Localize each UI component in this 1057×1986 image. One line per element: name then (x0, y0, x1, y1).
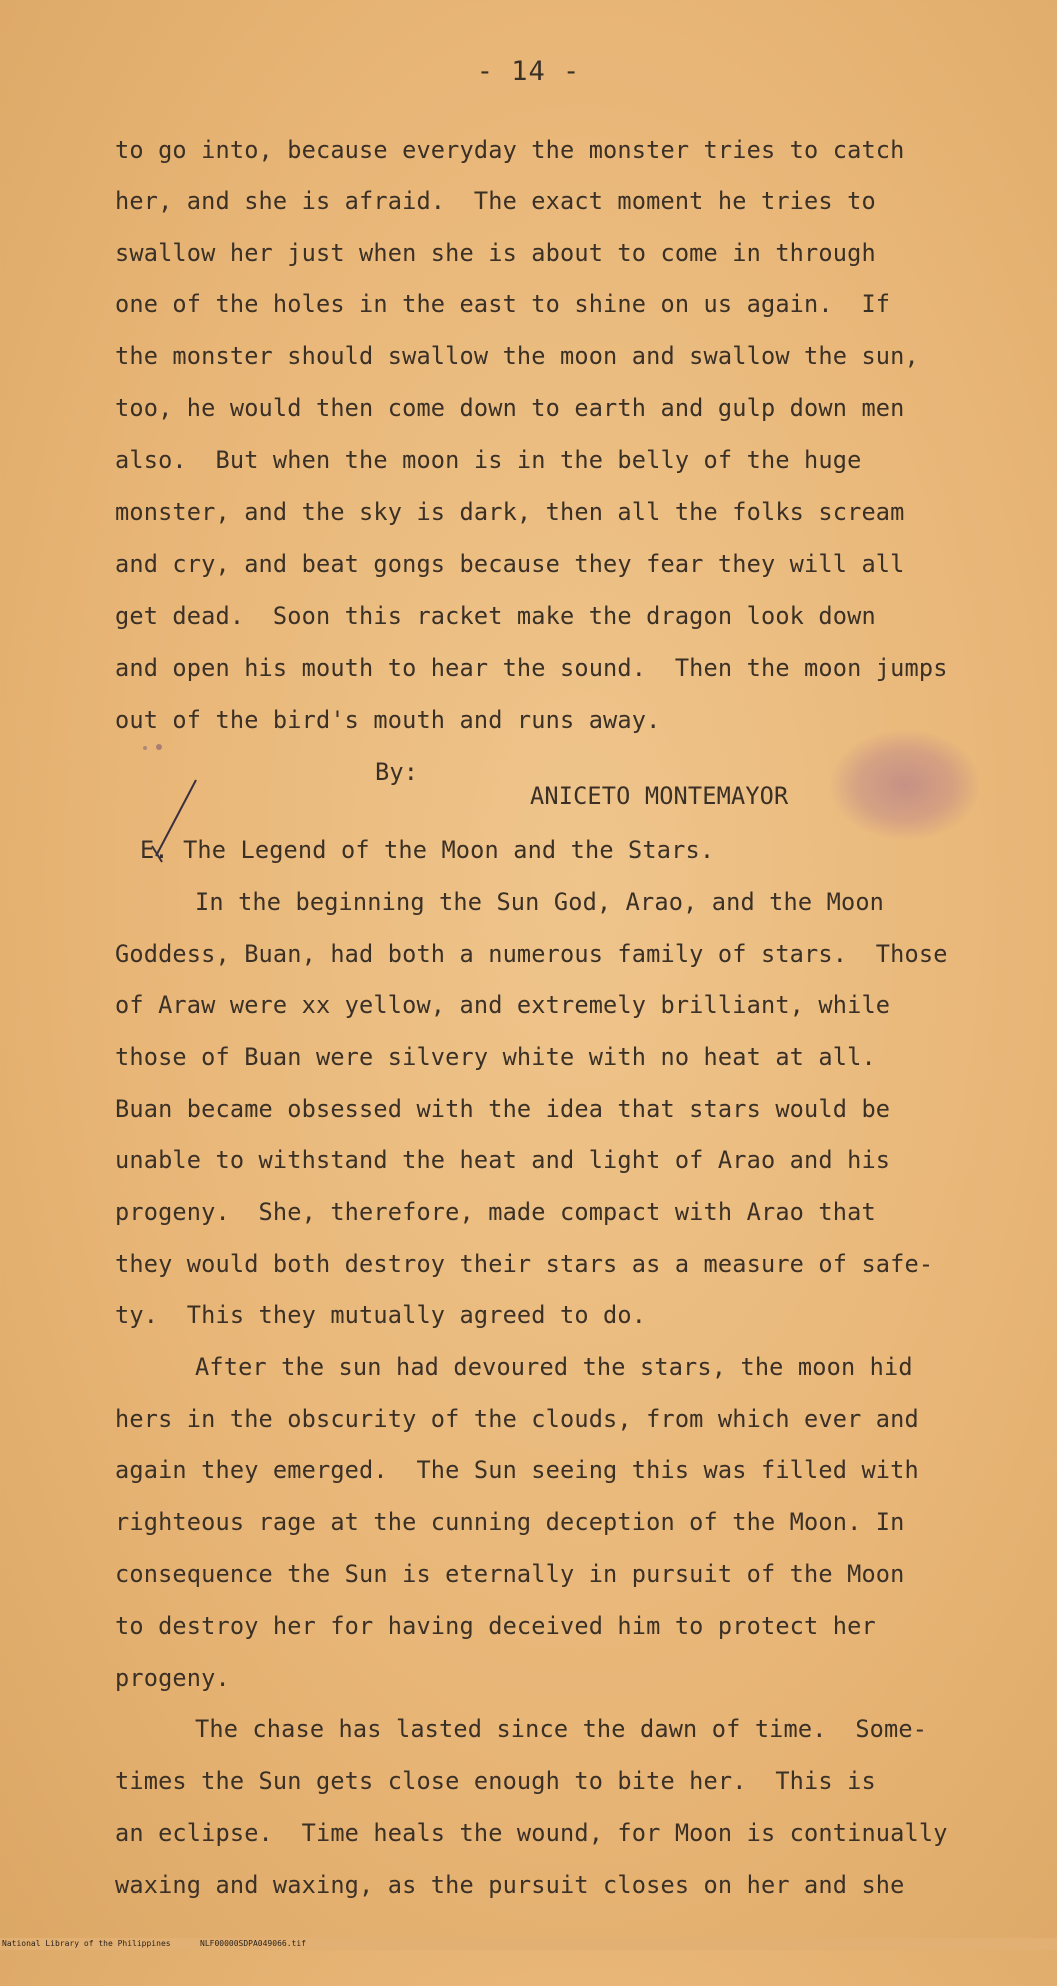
author-name: ANICETO MONTEMAYOR (530, 782, 789, 810)
text-line: unable to withstand the heat and light of Arao and his (115, 1146, 891, 1174)
text-line: and open his mouth to hear the sound. Then the moon jumps (115, 654, 948, 682)
scan-footer (0, 1938, 1057, 1950)
text-line: of Araw were xx yellow, and extremely brilliant, while (115, 991, 891, 1019)
text-line: one of the holes in the east to shine on us again. If (115, 290, 891, 318)
text-line: they would both destroy their stars as a measure of safe- (115, 1250, 934, 1278)
ink-dot-mark (135, 742, 175, 754)
byline-label: By: (375, 758, 419, 786)
text-line: progeny. She, therefore, made compact with Arao that (115, 1198, 876, 1226)
text-line: an eclipse. Time heals the wound, for Moon is continually (115, 1819, 948, 1847)
text-line: too, he would then come down to earth and gulp down men (115, 394, 905, 422)
text-line: Goddess, Buan, had both a numerous family of stars. Those (115, 940, 948, 968)
text-line: also. But when the moon is in the belly of the huge (115, 446, 862, 474)
text-line: those of Buan were silvery white with no heat at all. (115, 1043, 876, 1071)
text-line: to destroy her for having deceived him to protect her (115, 1612, 876, 1640)
text-line: times the Sun gets close enough to bite her. This is (115, 1767, 876, 1795)
text-line: hers in the obscurity of the clouds, from which ever and (115, 1405, 919, 1433)
text-line: the monster should swallow the moon and swallow the sun, (115, 342, 919, 370)
text-line: again they emerged. The Sun seeing this was filled with (115, 1456, 919, 1484)
footer-file-id: NLF00000SDPA049066.tif (200, 1939, 306, 1948)
page-number: - 14 - (476, 56, 581, 87)
text-line: The chase has lasted since the dawn of time. Some- (195, 1715, 928, 1743)
footer-library-name: National Library of the Philippines (2, 1939, 171, 1948)
text-line: Buan became obsessed with the idea that stars would be (115, 1095, 891, 1123)
text-line: swallow her just when she is about to come in through (115, 239, 876, 267)
text-line: consequence the Sun is eternally in pursuit of the Moon (115, 1560, 905, 1588)
text-line: out of the bird's mouth and runs away. (115, 706, 661, 734)
ink-stain (830, 730, 980, 840)
text-line: monster, and the sky is dark, then all the folks scream (115, 498, 905, 526)
text-line: ty. This they mutually agreed to do. (115, 1301, 647, 1329)
text-line: In the beginning the Sun God, Arao, and the Moon (195, 888, 885, 916)
text-line: get dead. Soon this racket make the dragon look down (115, 602, 876, 630)
text-line: After the sun had devoured the stars, the moon hid (195, 1353, 913, 1381)
text-line: her, and she is afraid. The exact moment he tries to (115, 187, 876, 215)
section-heading: E. The Legend of the Moon and the Stars. (140, 836, 715, 864)
text-line: waxing and waxing, as the pursuit closes on her and she (115, 1871, 905, 1899)
text-line: righteous rage at the cunning deception of the Moon. In (115, 1508, 905, 1536)
text-line: to go into, because everyday the monster tries to catch (115, 136, 905, 164)
text-line: and cry, and beat gongs because they fear they will all (115, 550, 905, 578)
text-line: progeny. (115, 1664, 230, 1692)
